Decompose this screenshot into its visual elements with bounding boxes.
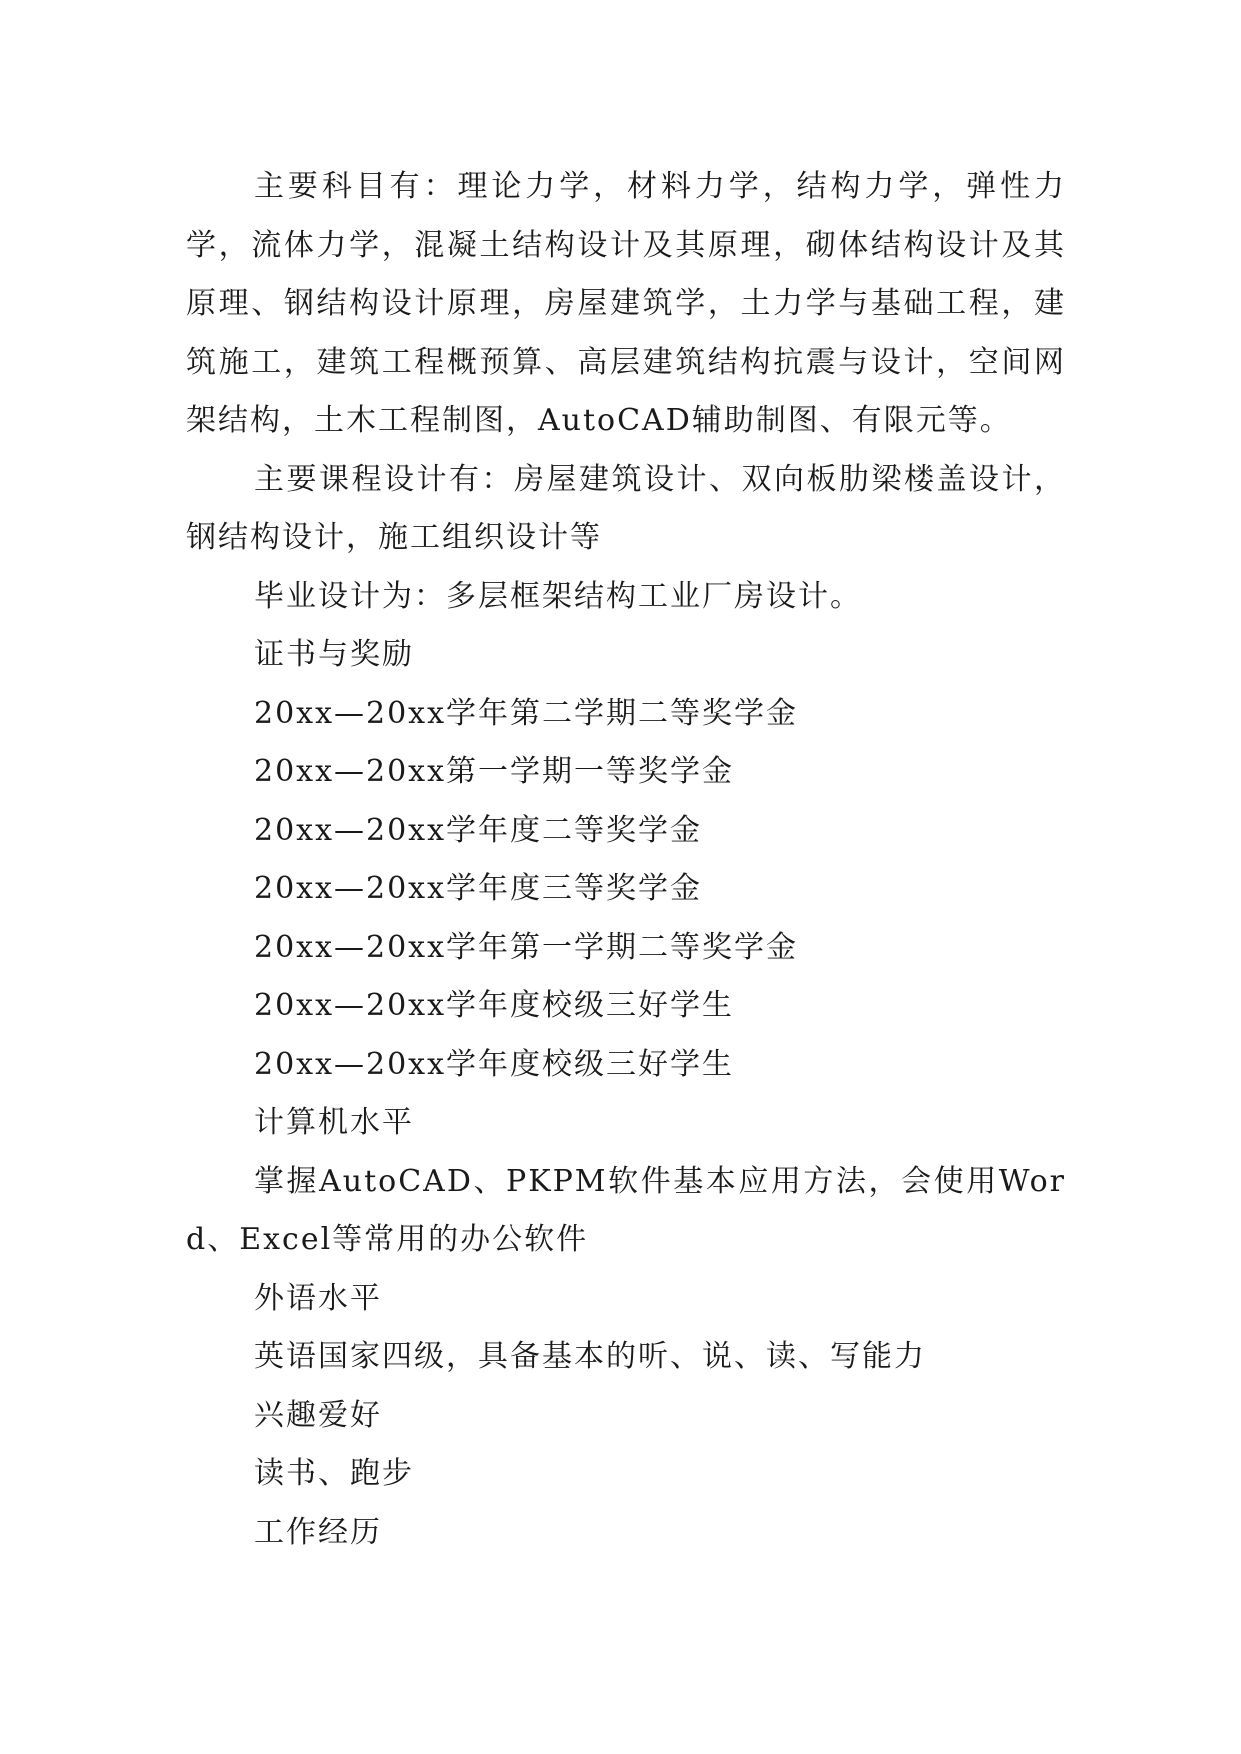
award-item: 20xx—20xx学年第二学期二等奖学金 bbox=[254, 695, 799, 731]
heading-certificates-awards: 证书与奖励 bbox=[254, 637, 414, 672]
award-item: 20xx—20xx学年度校级三好学生 bbox=[254, 988, 735, 1023]
award-item: 20xx—20xx学年度校级三好学生 bbox=[254, 1046, 735, 1082]
paragraph-course-design: 主要课程设计有：房屋建筑设计、双向板肋梁楼盖设计，钢结构设计，施工组织设计等 bbox=[186, 461, 1066, 555]
heading-work-experience: 工作经历 bbox=[254, 1514, 382, 1550]
paragraph-computer-skills: 掌握AutoCAD、PKPM软件基本应用方法，会使用Word、Excel等常用的办公软件 bbox=[186, 1163, 1066, 1257]
award-item: 20xx—20xx学年度二等奖学金 bbox=[254, 812, 703, 848]
paragraph-main-subjects: 主要科目有：理论力学，材料力学，结构力学，弹性力学，流体力学，混凝土结构设计及其原理，砌体结构设计及其原理、钢结构设计原理，房屋建筑学，土力学与基础工程，建筑施工，建筑工程概预算、高层建筑结构抗震与设计，空间网架结构，土木工程制图，AutoCAD辅助制图、有限元等。 bbox=[186, 169, 1066, 438]
heading-foreign-language: 外语水平 bbox=[254, 1280, 382, 1316]
document-body bbox=[186, 158, 1066, 1562]
award-item: 20xx—20xx学年第一学期二等奖学金 bbox=[254, 929, 799, 965]
award-item: 20xx—20xx第一学期一等奖学金 bbox=[254, 754, 735, 789]
heading-hobbies: 兴趣爱好 bbox=[254, 1397, 382, 1433]
paragraph-hobbies: 读书、跑步 bbox=[254, 1456, 414, 1491]
award-item: 20xx—20xx学年度三等奖学金 bbox=[254, 871, 703, 906]
heading-computer-skills: 计算机水平 bbox=[254, 1105, 414, 1140]
paragraph-foreign-language: 英语国家四级，具备基本的听、说、读、写能力 bbox=[254, 1339, 926, 1374]
paragraph-graduation-design: 毕业设计为：多层框架结构工业厂房设计。 bbox=[254, 578, 862, 614]
